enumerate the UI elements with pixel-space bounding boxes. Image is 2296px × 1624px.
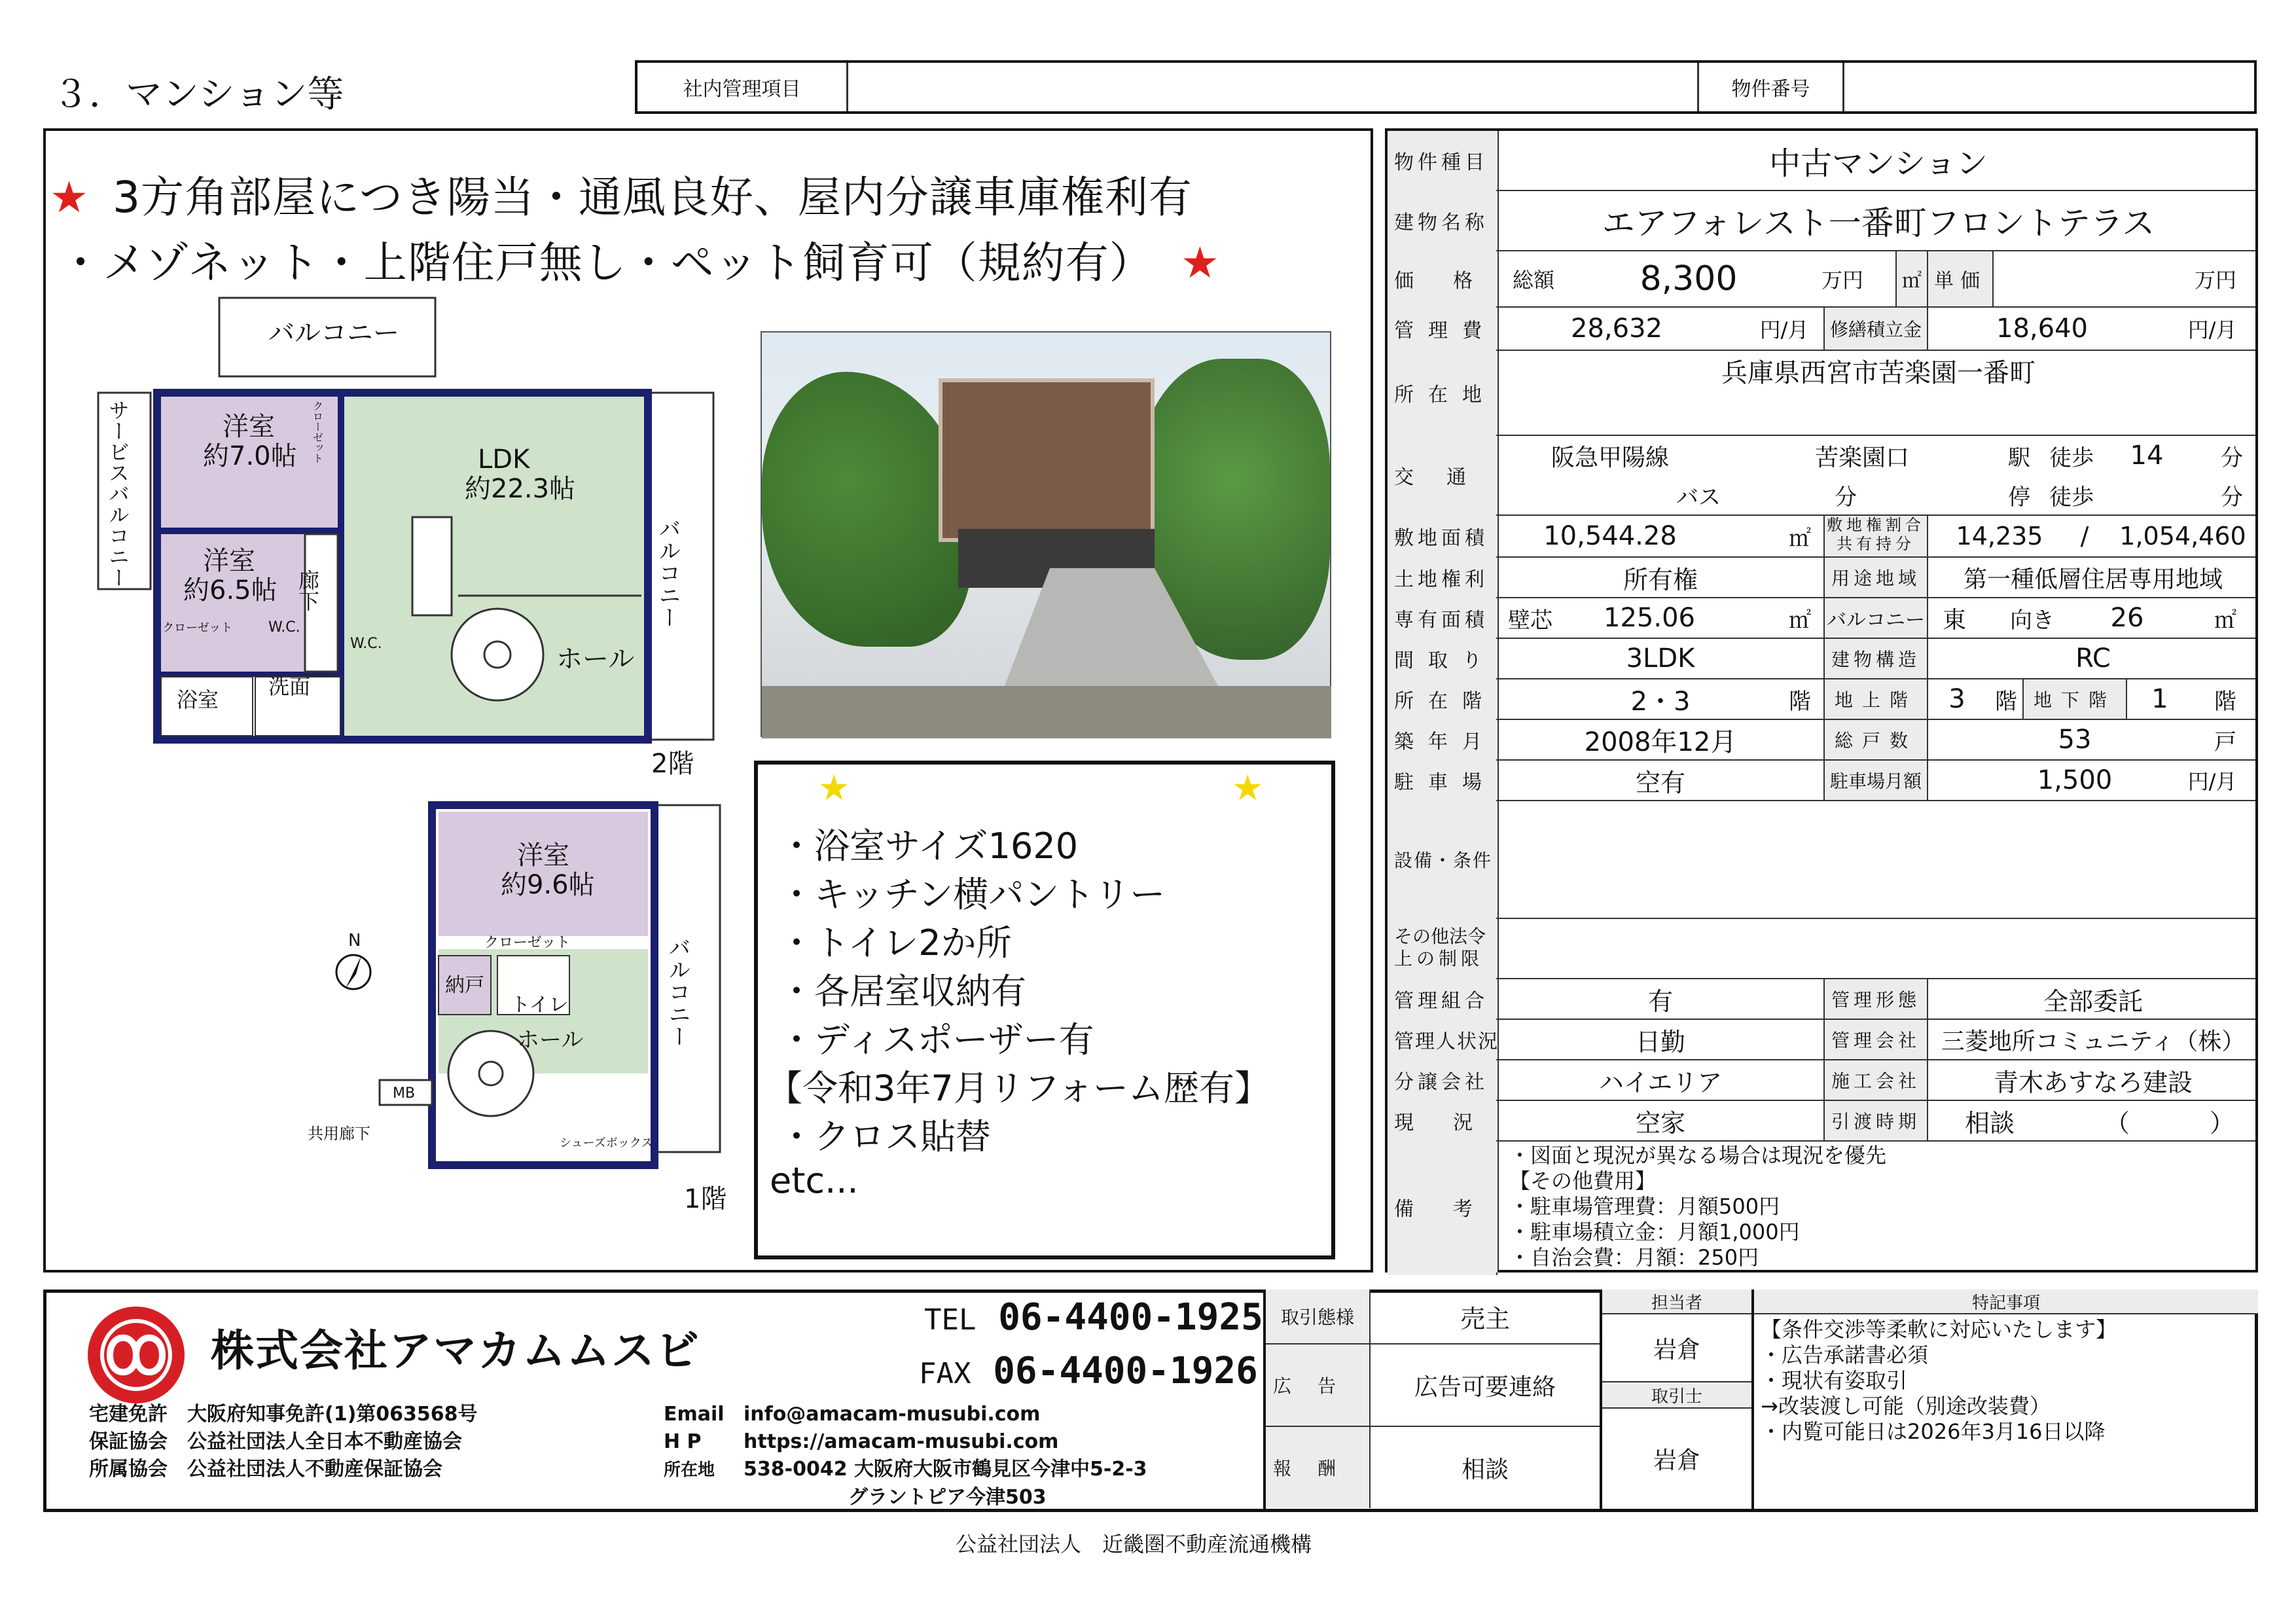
legal-label-1: その他法令 [1394,926,1486,947]
room-wc2: W.C. [350,636,382,652]
management-bar [635,60,2257,114]
room-hall-lower: ホール [517,1027,584,1053]
floor-area-unit: ㎡ [1789,607,1811,634]
repair-label: 修繕積立金 [1823,308,1928,350]
share-label-1: 敷地権割合 [1827,516,1925,534]
train-line: 阪急甲陽線 [1551,444,1669,471]
staff: 岩倉 [1602,1314,1751,1382]
fax-line [919,1350,1258,1392]
facilities-label: 設備・条件 [1388,801,1498,918]
association: 有 [1647,986,1673,1016]
room-storage: 納戸 [445,974,484,997]
total-label: 総額 [1512,268,1554,293]
bus-label: バス [1676,484,1721,511]
unit-price-label: 単価 [1928,251,1994,306]
fax-label: FAX [919,1357,971,1390]
room-western-lower-size: 約9.6帖 [501,870,595,900]
below-unit: 階 [2214,688,2236,715]
feature-item: ・浴室サイズ1620 [779,825,1079,867]
note-item: ・現状有姿取引 [1761,1368,1908,1393]
repair-fee-unit: 円/月 [2187,317,2237,342]
room-wash: 洗面 [268,674,311,699]
building-photo [761,331,1331,737]
share-label-2: 共有持分 [1837,535,1915,553]
stop-walk-label: 徒歩 [2049,484,2094,511]
land-area-label: 敷地面積 [1388,516,1498,556]
room-western1-size: 約7.0帖 [203,441,297,471]
direction-label: 向き [2010,607,2054,634]
sqm-mark: ㎡ [1895,251,1928,306]
floor: 2・3 [1630,686,1691,717]
feature-item: 【令和3年7月リフォーム歴有】 [767,1068,1270,1109]
balcony-area: 26 [2110,603,2144,633]
units-label: 総戸数 [1823,720,1928,759]
room-closet: クローゼット [162,621,233,635]
company-name: 株式会社アマカムムスビ [211,1326,700,1376]
unit-price-value [1996,251,2179,306]
zoning-label: 用途地域 [1823,558,1928,597]
tel-line [924,1296,1263,1339]
footer-text: 公益社団法人 近畿圏不動産流通機構 [956,1532,1312,1557]
room-wc1: W.C. [268,619,300,636]
shoe-box-label: シューズボックス [560,1136,653,1150]
land-area: 10,544.28 [1543,521,1677,551]
remark-item: 【その他費用】 [1509,1168,1657,1193]
walk-label: 徒歩 [2049,444,2094,471]
floor-label: 所在階 [1388,679,1498,719]
company-address: 538-0042 大阪府大阪市鶴見区今津中5-2-3 [744,1458,1147,1481]
agent: 岩倉 [1653,1447,1700,1474]
price-label: 価格 [1388,251,1498,306]
remark-item: ・図面と現況が異なる場合は現況を優先 [1509,1143,1887,1168]
headline-line1 [50,162,1193,225]
north-label: N [348,931,361,950]
member-label: 所属協会 [89,1458,168,1481]
photo-building [939,378,1155,542]
built: 2008年12月 [1584,727,1737,757]
lower-floor-label: 1階 [684,1184,727,1214]
facilities [1499,801,2258,918]
note-item: 【条件交渉等柔軟に対応いたします】 [1761,1317,2117,1342]
fee: 相談 [1461,1456,1509,1483]
room-western2: 洋室 [203,546,255,576]
yellow-star-icon: ★ [1232,767,1264,808]
tel-label: TEL [924,1303,977,1337]
room-western1: 洋室 [223,412,275,442]
feature-item: ・トイレ2か所 [779,922,1012,964]
note-item: ・広告承諾書必須 [1761,1343,1929,1367]
section-title: ３．マンション等 [52,73,344,116]
feature-item: ・キッチン横パントリー [779,874,1166,915]
note-item: ・内覧可能日は2026年3月16日以降 [1761,1419,2106,1444]
property-table [1385,128,2258,1272]
service-balcony-label: サービスバルコニー [105,399,130,588]
room-western2-size: 約6.5帖 [183,575,278,605]
fee-label: 報酬 [1266,1427,1371,1508]
price-value: 8,300 [1640,259,1738,298]
layout: 3LDK [1626,643,1695,674]
tel-number: 06-4400-1925 [998,1296,1263,1339]
room-corridor: 廊下 [295,569,320,611]
layout-label: 間取り [1388,639,1498,678]
yellow-star-icon: ★ [818,767,850,808]
license: 大阪府知事免許(1)第063568号 [187,1403,478,1426]
ad-label: 広告 [1266,1344,1371,1427]
above-floors: 3 [1948,684,1965,714]
guarantee: 公益社団法人全日本不動産協会 [187,1430,462,1453]
notes-table [1751,1290,2258,1512]
structure-label: 建物構造 [1823,639,1928,678]
remarks-list [1509,1143,1886,1271]
mgmt-type: 全部委託 [2043,986,2143,1016]
homepage-link[interactable]: https://amacam-musubi.com [744,1430,1059,1453]
parking-fee: 1,500 [2037,765,2113,795]
floor-area-label: 専有面積 [1388,598,1498,638]
balcony-label: バルコニー [1823,598,1928,638]
mgmt-type-label: 管理形態 [1823,979,1928,1019]
share-slash: / [2080,522,2089,550]
north-arrow-icon [336,931,370,989]
legal-label-2: 上の制限 [1394,948,1484,969]
headline-line2 [59,228,1220,290]
mgmt-fee: 28,632 [1571,314,1662,344]
seller: ハイエリア [1598,1068,1723,1097]
note-item: →改装渡し可能（別途改装費） [1761,1394,2051,1418]
notes-list [1761,1317,2117,1445]
share-denominator: 1,054,460 [2119,522,2246,550]
parking: 空有 [1635,768,1685,797]
red-star-icon: ★ [50,172,90,223]
share-label-cell [1823,516,1928,556]
feature-item: ・各居室収納有 [779,971,1026,1012]
wall-label: 壁芯 [1508,607,1552,634]
room-ldk: LDK [478,444,530,475]
land-area-unit: ㎡ [1789,525,1811,552]
station: 苦楽園口 [1814,444,1909,471]
mgmt-fee-unit: 円/月 [1759,317,1809,342]
land-right: 所有権 [1623,565,1698,594]
feature-item: etc... [770,1160,859,1201]
name-label: 建物名称 [1388,191,1498,250]
remark-item: ・駐車場積立金：月額1,000円 [1509,1219,1800,1244]
below-label: 地下階 [2022,679,2127,719]
above-unit: 階 [1995,688,2017,715]
common-corridor-label: 共用廊下 [308,1125,370,1143]
unit-price-unit: 万円 [2194,268,2236,293]
address-label: 所在地 [1388,351,1498,435]
mgmt-company-label: 管理会社 [1823,1020,1928,1059]
transport-label: 交通 [1388,436,1498,514]
units: 53 [2058,725,2092,755]
headline-text-2: ・メゾネット・上階住戸無し・ペット飼育可（規約有） [59,238,1153,288]
company-logo-icon [84,1303,188,1407]
agent-label: 取引士 [1602,1382,1751,1409]
above-label: 地上階 [1823,679,1928,719]
contact-info [664,1401,1147,1511]
balcony-right-label: バルコニー [655,517,681,628]
staff-label: 担当者 [1602,1290,1751,1314]
mgmt-company: 三菱地所コミュニティ（株） [1941,1028,2246,1055]
units-unit: 戸 [2214,729,2236,755]
address: 兵庫県西宮市苦楽園一番町 [1721,357,2036,388]
parking-fee-label: 駐車場月額 [1823,761,1928,800]
balcony-top-label: バルコニー [268,318,399,348]
station-suffix: 駅 [2008,444,2030,471]
balcony-area-unit: ㎡ [2214,607,2236,634]
hp-label: H P [664,1430,702,1453]
status: 空家 [1635,1108,1685,1138]
red-star-icon: ★ [1180,238,1220,288]
balcony-direction: 東 [1942,606,1966,634]
association-label: 管理組合 [1388,979,1498,1019]
minute-unit: 分 [2221,444,2243,471]
land-right-label: 土地権利 [1388,558,1498,597]
floor-plan [92,295,746,1224]
company-address-2: グラントピア今津503 [848,1486,1047,1509]
room-toilet: トイレ [511,994,569,1017]
repair-fee: 18,640 [1996,314,2088,344]
parking-label: 駐車場 [1388,761,1498,800]
notes-label: 特記事項 [1754,1290,2258,1314]
headline-text-1: 3方角部屋につき陽当・通風良好、屋内分譲車庫権利有 [113,172,1193,223]
deal-type: 売主 [1371,1290,1600,1344]
email-label: Email [664,1403,725,1426]
staff-table [1600,1290,1751,1512]
deal-type-label: 取引態様 [1266,1290,1371,1344]
room-closet-small: クローゼット [311,401,324,463]
building-name: エアフォレスト一番町フロントテラス [1602,204,2155,242]
below-floors: 1 [2151,684,2168,714]
room-ldk-size: 約22.3帖 [465,474,576,504]
company-info [89,1401,478,1483]
feature-item: ・ディスポーザー有 [779,1019,1094,1060]
email[interactable]: info@amacam-musubi.com [744,1403,1041,1426]
management-value [848,63,1699,111]
mgmt-fee-label: 管理費 [1388,308,1498,350]
stop-label: 停 [2008,484,2030,511]
guarantee-label: 保証協会 [89,1430,168,1453]
room-bath: 浴室 [177,687,219,712]
floor-unit: 階 [1789,688,1811,715]
remark-item: ・駐車場管理費：月額500円 [1509,1194,1780,1219]
stop-minute-unit: 分 [2221,484,2243,511]
bus-minute-unit: 分 [1835,484,1857,511]
ad: 広告可要連絡 [1371,1344,1600,1427]
fax-number: 06-4400-1926 [993,1350,1258,1392]
stop-walk-minutes [2121,475,2173,514]
paren-close: ） [2209,1108,2234,1138]
structure: RC [2075,643,2111,674]
built-label: 築年月 [1388,720,1498,759]
property-number-label: 物件番号 [1699,63,1844,111]
member: 公益社団法人不動産保証協会 [187,1458,442,1481]
manager-label: 管理人状況 [1388,1020,1498,1059]
walk-minutes: 14 [2130,441,2164,471]
upper-floor-label: 2階 [651,749,694,779]
room-closet-lower: クローゼット [484,935,571,951]
property-number-value [1844,63,2254,111]
floor-area: 125.06 [1604,603,1695,633]
share-numerator: 14,235 [1956,522,2043,550]
feature-item: ・クロス貼替 [779,1116,991,1157]
license-label: 宅建免許 [89,1403,168,1426]
manager: 日勤 [1635,1027,1685,1056]
property-type: 中古マンション [1769,145,1988,182]
builder: 青木あすなろ建設 [1993,1068,2193,1097]
handover-label: 引渡時期 [1823,1101,1928,1140]
address-label: 所在地 [664,1460,715,1480]
photo-wall [762,607,1331,738]
price-unit: 万円 [1821,268,1863,293]
parking-fee-unit: 円/月 [2187,769,2237,794]
bus-minutes [1754,475,1806,514]
status-label: 現況 [1388,1101,1498,1140]
deal-table [1263,1290,1600,1512]
room-hall-upper: ホール [556,644,635,674]
zoning: 第一種低層住居専用地域 [1963,566,2223,593]
room-mb: MB [393,1085,416,1102]
handover: 相談 [1964,1108,2015,1138]
seller-label: 分譲会社 [1388,1060,1498,1100]
remarks-label: 備考 [1388,1142,1498,1272]
management-label: 社内管理項目 [637,63,848,111]
legal-label-cell [1388,919,1498,978]
paren-open: （ [2104,1108,2130,1138]
type-label: 物件種目 [1388,131,1498,190]
room-western-lower: 洋室 [517,840,569,871]
legal [1499,919,2258,978]
balcony-lower-label: バルコニー [664,936,691,1047]
remark-item: ・自治会費：月額：250円 [1509,1245,1759,1270]
builder-label: 施工会社 [1823,1060,1928,1100]
